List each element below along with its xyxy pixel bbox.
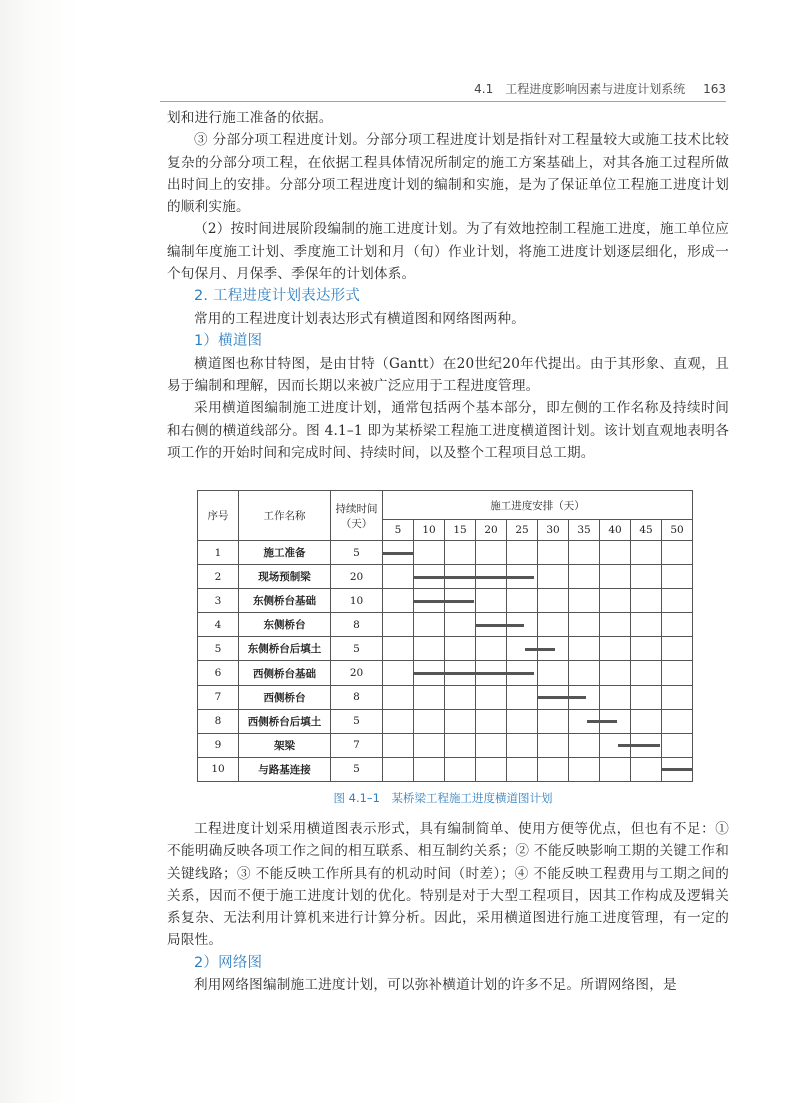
row-number: 10 (198, 757, 239, 781)
body-text-bottom (167, 818, 729, 997)
gantt-bar (414, 672, 534, 675)
schedule-cell (600, 757, 631, 781)
schedule-cell (383, 661, 414, 685)
schedule-cell (383, 733, 414, 757)
schedule-cell (383, 757, 414, 781)
paragraph: 划和进行施工准备的依据。 (167, 110, 333, 126)
schedule-cell (538, 757, 569, 781)
schedule-cell (414, 685, 445, 709)
subsection-heading-network: 2）网络图 (194, 954, 263, 971)
task-name: 西侧桥台 (239, 685, 331, 709)
task-name: 与路基连接 (239, 757, 331, 781)
time-tick-label: 20 (476, 520, 507, 541)
schedule-cell (538, 589, 569, 613)
paragraph: 采用横道图编制施工进度计划，通常包括两个基本部分，即左侧的工作名称及持续时间和右侧的横道线部分。图 4.1–1 即为某桥梁工程施工进度横道图计划。该计划直观地表明各项工作的开始时间和完成时间、持续时间，以及整个工程项目总工期。 (167, 400, 729, 461)
running-head-section: 4.1 工程进度影响因素与进度计划系统 (474, 82, 686, 96)
schedule-cell (538, 661, 569, 685)
schedule-cell (507, 541, 538, 565)
schedule-cell (383, 613, 414, 637)
schedule-cell (445, 613, 476, 637)
gantt-table (197, 490, 693, 782)
schedule-cell (507, 709, 538, 733)
table-row (198, 709, 693, 733)
row-number: 3 (198, 589, 239, 613)
gantt-bar (476, 624, 524, 627)
paragraph: ③ 分部分项工程进度计划。分部分项工程进度计划是指针对工程量较大或施工技术比较复杂的分部分项工程，在依据工程具体情况所制定的施工方案基础上，对其各施工过程所做出时间上的安排。分部分项工程进度计划的编制和实施，是为了保证单位工程施工进度计划的顺利实施。 (167, 132, 729, 216)
schedule-cell (631, 757, 662, 781)
task-name: 西侧桥台后填土 (239, 709, 331, 733)
table-row (198, 757, 693, 781)
schedule-cell (569, 589, 600, 613)
task-duration: 10 (331, 589, 383, 613)
page-number: 163 (703, 82, 726, 96)
schedule-cell (569, 613, 600, 637)
schedule-cell (662, 613, 693, 637)
schedule-cell (600, 589, 631, 613)
schedule-cell (414, 565, 445, 589)
row-number: 2 (198, 565, 239, 589)
schedule-cell (538, 685, 569, 709)
schedule-cell (631, 637, 662, 661)
gantt-bar (383, 552, 413, 555)
task-name: 现场预制梁 (239, 565, 331, 589)
header-name: 工作名称 (239, 491, 331, 541)
task-duration: 7 (331, 733, 383, 757)
time-tick-label: 40 (600, 520, 631, 541)
schedule-cell (538, 541, 569, 565)
time-tick-label: 10 (414, 520, 445, 541)
schedule-cell (662, 709, 693, 733)
schedule-cell (631, 661, 662, 685)
task-name: 东侧桥台后填土 (239, 637, 331, 661)
schedule-cell (507, 637, 538, 661)
schedule-cell (414, 541, 445, 565)
table-row (198, 733, 693, 757)
section-heading: 2. 工程进度计划表达形式 (194, 288, 361, 305)
schedule-cell (631, 685, 662, 709)
schedule-cell (476, 637, 507, 661)
schedule-cell (600, 565, 631, 589)
table-row (198, 589, 693, 613)
task-name: 架梁 (239, 733, 331, 757)
schedule-cell (662, 685, 693, 709)
time-tick-label: 15 (445, 520, 476, 541)
schedule-cell (600, 685, 631, 709)
schedule-cell (569, 733, 600, 757)
row-number: 4 (198, 613, 239, 637)
schedule-cell (476, 685, 507, 709)
task-duration: 5 (331, 541, 383, 565)
gantt-bar (618, 744, 660, 747)
task-name: 西侧桥台基础 (239, 661, 331, 685)
paragraph: 横道图也称甘特图，是由甘特（Gantt）在20世纪20年代提出。由于其形象、直观，且易于编制和理解，因而长期以来被广泛应用于工程进度管理。 (167, 355, 729, 394)
schedule-cell (662, 733, 693, 757)
schedule-cell (662, 661, 693, 685)
schedule-cell (383, 637, 414, 661)
schedule-cell (476, 709, 507, 733)
schedule-cell (445, 541, 476, 565)
schedule-cell (538, 565, 569, 589)
schedule-cell (476, 757, 507, 781)
gantt-bar (662, 768, 692, 771)
table-row (198, 565, 693, 589)
schedule-cell (662, 565, 693, 589)
row-number: 9 (198, 733, 239, 757)
paragraph: （2）按时间进展阶段编制的施工进度计划。为了有效地控制工程施工进度，施工单位应编制年度施工计划、季度施工计划和月（旬）作业计划，将施工进度计划逐层细化，形成一个旬保月、月保季、季保年的计划体系。 (167, 221, 729, 283)
schedule-cell (569, 541, 600, 565)
schedule-cell (631, 613, 662, 637)
schedule-cell (662, 589, 693, 613)
schedule-cell (600, 661, 631, 685)
schedule-cell (414, 637, 445, 661)
schedule-cell (476, 589, 507, 613)
task-name: 施工准备 (239, 541, 331, 565)
task-duration: 20 (331, 661, 383, 685)
schedule-cell (569, 757, 600, 781)
header-duration-line2: （天） (340, 517, 373, 530)
row-number: 7 (198, 685, 239, 709)
schedule-cell (631, 709, 662, 733)
task-duration: 8 (331, 613, 383, 637)
task-duration: 20 (331, 565, 383, 589)
schedule-cell (414, 613, 445, 637)
row-number: 5 (198, 637, 239, 661)
time-tick-label: 45 (631, 520, 662, 541)
schedule-cell (445, 733, 476, 757)
schedule-cell (445, 757, 476, 781)
schedule-cell (631, 589, 662, 613)
schedule-cell (507, 685, 538, 709)
row-number: 1 (198, 541, 239, 565)
schedule-cell (383, 685, 414, 709)
schedule-cell (538, 733, 569, 757)
schedule-cell (414, 733, 445, 757)
schedule-cell (507, 733, 538, 757)
body-text-top (167, 107, 729, 464)
schedule-cell (414, 709, 445, 733)
task-name: 东侧桥台基础 (239, 589, 331, 613)
schedule-cell (600, 733, 631, 757)
running-head (160, 80, 726, 98)
schedule-cell (538, 613, 569, 637)
task-duration: 5 (331, 757, 383, 781)
schedule-cell (600, 541, 631, 565)
header-rule (160, 101, 726, 102)
schedule-cell (507, 589, 538, 613)
task-duration: 5 (331, 709, 383, 733)
time-tick-label: 5 (383, 520, 414, 541)
schedule-cell (538, 709, 569, 733)
figure-caption: 图 4.1–1 某桥梁工程施工进度横道图计划 (333, 791, 553, 805)
schedule-cell (631, 541, 662, 565)
schedule-cell (507, 757, 538, 781)
paragraph: 常用的工程进度计划表达形式有横道图和网络图两种。 (194, 310, 526, 327)
schedule-cell (383, 541, 414, 565)
paragraph: 工程进度计划采用横道图表示形式，具有编制简单、使用方便等优点，但也有不足：① 不能明确反映各项工作之间的相互联系、相互制约关系；② 不能反映影响工期的关键工作和关键线路；③ 不能反映工作所具有的机动时间（时差）；④ 不能反映工程费用与工期之间的关系，因而不便于施工进度计划的优化。特别是对于大型工程项目，因其工作构成及逻辑关系复杂、无法利用计算机来进行计算分析。因此，采用横道图进行施工进度管理，有一定的局限性。 (167, 821, 729, 949)
schedule-cell (569, 709, 600, 733)
task-duration: 5 (331, 637, 383, 661)
schedule-cell (445, 709, 476, 733)
schedule-cell (414, 661, 445, 685)
gantt-bar (538, 696, 586, 699)
gantt-bar (414, 576, 534, 579)
schedule-cell (383, 589, 414, 613)
schedule-cell (476, 733, 507, 757)
gantt-bar (414, 600, 474, 603)
table-row (198, 637, 693, 661)
table-row (198, 541, 693, 565)
schedule-cell (414, 757, 445, 781)
schedule-cell (476, 613, 507, 637)
header-duration-line1: 持续时间 (335, 502, 378, 515)
schedule-cell (569, 637, 600, 661)
time-tick-label: 35 (569, 520, 600, 541)
schedule-cell (662, 637, 693, 661)
schedule-cell (445, 685, 476, 709)
table-row (198, 613, 693, 637)
time-tick-label: 25 (507, 520, 538, 541)
table-row (198, 661, 693, 685)
header-duration (331, 491, 383, 541)
schedule-cell (600, 637, 631, 661)
subsection-heading-bar: 1）横道图 (194, 333, 263, 350)
paragraph: 利用网络图编制施工进度计划，可以弥补横道计划的许多不足。所谓网络图，是 (194, 977, 677, 994)
schedule-cell (383, 709, 414, 733)
task-duration: 8 (331, 685, 383, 709)
table-row (198, 685, 693, 709)
schedule-cell (569, 565, 600, 589)
schedule-cell (600, 613, 631, 637)
row-number: 6 (198, 661, 239, 685)
task-name: 东侧桥台 (239, 613, 331, 637)
header-no: 序号 (198, 491, 239, 541)
header-schedule: 施工进度安排（天） (383, 491, 693, 520)
schedule-cell (414, 589, 445, 613)
schedule-cell (631, 565, 662, 589)
time-tick-label: 50 (662, 520, 693, 541)
gantt-chart (197, 490, 693, 782)
gantt-bar (525, 648, 555, 651)
schedule-cell (383, 565, 414, 589)
schedule-cell (569, 661, 600, 685)
schedule-cell (662, 541, 693, 565)
schedule-cell (476, 541, 507, 565)
gantt-bar (587, 720, 617, 723)
schedule-cell (445, 637, 476, 661)
row-number: 8 (198, 709, 239, 733)
schedule-cell (662, 757, 693, 781)
time-tick-label: 30 (538, 520, 569, 541)
